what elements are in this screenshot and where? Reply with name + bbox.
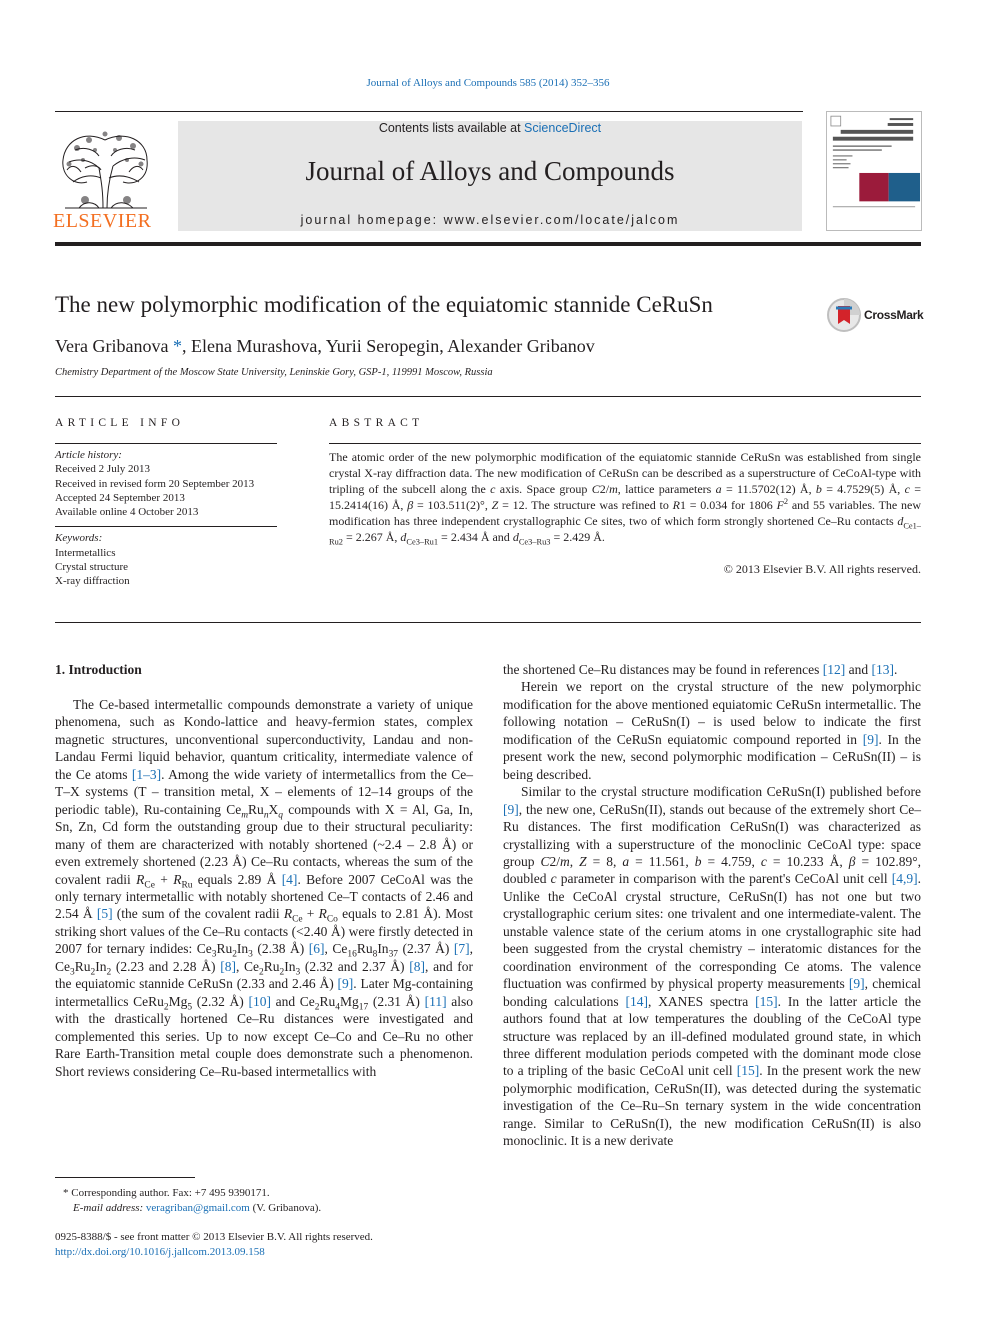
journal-masthead	[178, 121, 802, 231]
keywords-label: Keywords:	[55, 532, 103, 545]
citation-link[interactable]: [13]	[871, 662, 895, 677]
citation-link[interactable]: [9]	[862, 731, 879, 747]
elsevier-wordmark: ELSEVIER	[53, 210, 152, 232]
crossmark-icon	[826, 297, 862, 333]
paragraph: the shortened Ce–Ru distances may be found in references [12] and [13].	[503, 662, 898, 677]
paragraph: The Ce-based intermetallic compounds demonstrate a variety of unique phenomena, such as Kondo-lattice and heavy-fermion states, complex magnetic structures, unconventional superconductivity, Landau and non-Landau Fermi liquid behavior, quantum criticality, intermediate valence of the Ce atoms [1–3]. Among the wide variety of intermetallics from the Ce–T–X systems (T – transition metal, X – elements of 12–14 groups of the periodic table), Ru-containing $Ce_mRu_nX_q$ compounds with X = Al, Ga, In, Sn, Zn, Cd form the outstanding group due to their structural peculiarity: many of them are characterized with notably shortened (~2.4 – 2.8 Å) or even extremely shortened (2.23 Å) Ce–Ru contacts, whereas the sum of the covalent radii $R_{Ce} + R_{Ru}$ equals 2.89 Å [4]. Before 2007 CeCoAl was the only ternary intermetallic with notably shortened Ce–T contacts of 2.46 and 2.54 Å [5] (the sum of the covalent radii $R_{Ce} + R_{Co}$ equals to 2.81 Å). Most striking short values of the Ce–Ru contacts (<2.40 Å) were firstly detected in 2007 for ternary indides: $Ce_3Ru_2In_3$ (2.38 Å) [6], $Ce_{16}Ru_8In_{37}$ (2.37 Å) [7], $Ce_3Ru_2In_2$ (2.23 and 2.28 Å) [8], $Ce_2Ru_2In_3$ (2.32 and 2.37 Å) [8], and for the equiatomic stannide CeRuSn (2.33 and 2.46 Å) [9]. Later Mg-containing intermetallics $CeRu_2Mg_5$ (2.32 Å) [10] and $Ce_2Ru_4Mg_{17}$ (2.31 Å) [11] also with the drastically hortened Ce–Ru distances were investigated and complemented this series. Up to now except Ce–Co and Ce–Ru no other Rare Earth-Transition metal couple does demonstrate such a phenomenon. Short reviews considering Ce–Ru-based intermetallics with	[55, 697, 474, 1079]
citation-link[interactable]: [4]	[281, 871, 298, 887]
affiliation: Chemistry Department of the Moscow State University, Leninskie Gory, GSP-1, 119991 Moscow, Russia	[55, 367, 493, 378]
abstract-heading: ABSTRACT	[329, 417, 424, 429]
copyright-notice: © 2013 Elsevier B.V. All rights reserved.	[723, 562, 921, 576]
journal-cover-thumbnail[interactable]	[826, 111, 922, 231]
divider	[55, 443, 277, 444]
received-date: Received 2 July 2013	[55, 463, 151, 476]
citation-link[interactable]: [9]	[337, 976, 354, 992]
author: Alexander Gribanov	[447, 336, 595, 356]
footnote-rule	[55, 1177, 195, 1178]
citation-link[interactable]: [15]	[736, 1063, 760, 1079]
citation-link[interactable]: [10]	[248, 993, 271, 1009]
keyword: X-ray diffraction	[55, 575, 130, 588]
contents-line	[178, 121, 802, 135]
divider	[55, 622, 921, 623]
paragraph: Similar to the crystal structure modification CeRuSn(I) published before [9], the new one, CeRuSn(II), stands out because of the extremely short Ce–Ru distances. The first modification CeRuSn(I) was characterized as crystallizing with a superstructure of the monoclinic CeCoAl type: space group C2/m, Z = 8, a = 11.561, b = 4.759, c = 10.233 Å, β = 102.89°, doubled c parameter in comparison with the parent's CeCoAl unit cell [4,9]. Unlike the CeCoAl crystal structure, CeRuSn(I) has not one but two crystallographic cerium sites: one trivalent and one intermediate-valent. The unstable valence state of the cerium atoms in one crystallographic site had been suggested from the crystal chemistry – interatomic distances for the coordination environment of the corresponding Ce atoms. The valence fluctuation was confirmed by physical property measurements [9], chemical bonding calculations [14], XANES spectra [15]. In the latter article the authors found that at low temperatures the doubling of the CeCoAl type structure was replaced by an ill-defined modulated ground state, in which three different modulation periods competed with the dominant mode close to a tripling of the basic CeCoAl unit cell [15]. In the present work the new polymorphic modification, CeRuSn(II), was detected during the systematic investigation of the Ce–Ru–Sn ternary system in the wide concentration range. Similar to CeRuSn(I), the new modification CeRuSn(II) is also monoclinic. It is a new derivate	[503, 784, 922, 1149]
citation-link[interactable]: [9]	[503, 801, 519, 817]
revised-date: Received in revised form 20 September 2013	[55, 477, 255, 490]
email-link[interactable]: veragriban@gmail.com	[145, 1202, 250, 1214]
keyword: Intermetallics	[55, 546, 116, 559]
accepted-date: Accepted 24 September 2013	[55, 491, 185, 504]
citation-link[interactable]: [1–3]	[131, 766, 162, 782]
citation-link[interactable]: [12]	[822, 662, 846, 677]
citation-link[interactable]: [9]	[848, 976, 865, 992]
email-note	[55, 1201, 321, 1216]
body-column-right	[503, 661, 921, 1150]
email-suffix: (V. Gribanova).	[249, 1202, 322, 1214]
sciencedirect-link[interactable]: ScienceDirect	[524, 121, 602, 135]
corresponding-author-marker[interactable]: *	[168, 336, 182, 356]
citation-link[interactable]: [6]	[308, 941, 325, 957]
citation-link[interactable]: [5]	[96, 906, 113, 922]
author: Yurii Seropegin	[325, 336, 440, 356]
corresponding-text: Corresponding author. Fax: +7 495 9390171.	[71, 1187, 270, 1199]
citation-link[interactable]: [7]	[453, 941, 470, 957]
crossmark-label: CrossMark	[864, 308, 924, 322]
front-matter	[55, 1230, 373, 1260]
author-list: Vera Gribanova *, Elena Murashova, Yurii Seropegin, Alexander Gribanov	[55, 336, 595, 356]
keyword: Crystal structure	[55, 561, 129, 574]
journal-homepage[interactable]: journal homepage: www.elsevier.com/locate/jalcom	[300, 213, 680, 227]
body-column-left	[55, 696, 473, 1080]
article-title: The new polymorphic modification of the equiatomic stannide CeRuSn	[55, 292, 713, 317]
citation-link[interactable]: [15]	[755, 993, 778, 1009]
email-label: E-mail address:	[73, 1202, 144, 1214]
divider	[55, 396, 921, 397]
citation-link[interactable]: [14]	[625, 993, 648, 1009]
doi-link[interactable]: http://dx.doi.org/10.1016/j.jallcom.2013.09.158	[55, 1246, 265, 1258]
journal-name: Journal of Alloys and Compounds	[305, 156, 675, 186]
article-info-heading: ARTICLE INFO	[55, 417, 185, 429]
abstract-text: The atomic order of the new polymorphic modification of the equiatomic stannide CeRuSn was established from single crystal X-ray diffraction data. The new modification of CeRuSn can be described as a superstructure of CeCoAl-type with tripling of the subcell along the c axis. Space group C2/m, lattice parameters a = 11.5702(12) Å, b = 4.7529(5) Å, c = 15.2414(16) Å, β = 103.511(2)°, Z = 12. The structure was refined to R1 = 0.034 for 1806 $F^2$ and 55 variables. The new modification has three independent crystallographic Ce sites, two of which form strongly shortened Ce–Ru contacts $d_{Ce1-Ru2} = 2.267$ Å, $d_{Ce3-Ru1} = 2.434$ Å and $d_{Ce3-Ru3} = 2.429$ Å.	[329, 450, 921, 547]
header-thick-rule	[55, 242, 921, 246]
contents-prefix: Contents lists available at	[378, 121, 525, 135]
online-date: Available online 4 October 2013	[55, 506, 199, 519]
article-info	[55, 448, 277, 589]
author: Elena Murashova	[190, 336, 318, 356]
section-title: 1. Introduction	[55, 662, 142, 677]
divider	[55, 526, 277, 527]
paragraph: Herein we report on the crystal structure of the new polymorphic modification for the above mentioned equiatomic CeRuSn intermetallic. The following notation – CeRuSn(I) – is used below to indicate the first modification of the CeRuSn equiatomic compound reported in [9]. In the present work the new, second polymorphic modification – CeRuSn(II) – is being described.	[503, 679, 921, 782]
author: Vera Gribanova	[55, 336, 169, 356]
crossmark-badge[interactable]	[826, 297, 926, 333]
corresponding-note: * Corresponding author. Fax: +7 495 9390171.	[63, 1187, 270, 1199]
citation-link[interactable]: [4,9]	[891, 871, 918, 887]
citation-link[interactable]: [11]	[424, 993, 447, 1009]
footnote	[55, 1186, 321, 1216]
history-label: Article history:	[55, 449, 122, 461]
citation-link[interactable]: [8]	[220, 958, 236, 974]
header-rule	[55, 111, 803, 112]
journal-citation[interactable]: Journal of Alloys and Compounds 585 (2014) 352–356	[366, 77, 610, 89]
citation-link[interactable]: [8]	[409, 958, 425, 974]
divider	[329, 443, 921, 444]
issn-line: 0925-8388/$ - see front matter © 2013 Elsevier B.V. All rights reserved.	[55, 1231, 373, 1243]
